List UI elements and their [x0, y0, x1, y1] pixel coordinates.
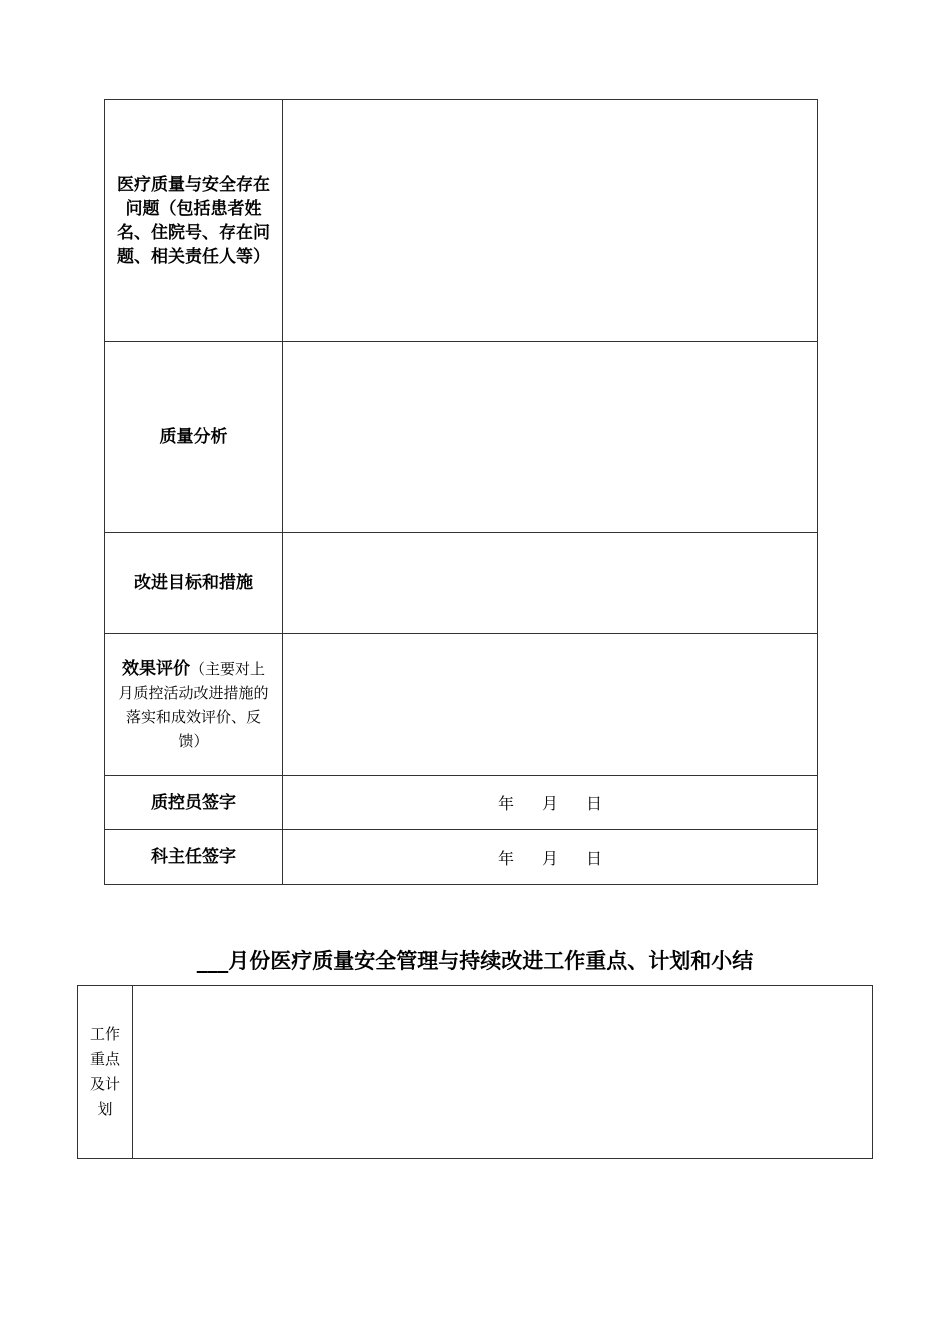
- work-plan-label: 工作重点及计划: [78, 986, 133, 1159]
- effect-evaluation-field[interactable]: [283, 634, 818, 776]
- effect-evaluation-title: 效果评价: [121, 658, 190, 679]
- day-label: 日: [586, 794, 603, 813]
- section-title: ___月份医疗质量安全管理与持续改进工作重点、计划和小结: [196, 949, 754, 973]
- month-label: 月: [541, 794, 558, 813]
- quality-analysis-label: 质量分析: [105, 342, 283, 533]
- effect-evaluation-note: （主要对上月质控活动改进措施的落实和成效评价、反馈）: [118, 659, 269, 750]
- problems-label: 医疗质量与安全存在问题（包括患者姓名、住院号、存在问题、相关责任人等）: [105, 100, 283, 342]
- day-label: 日: [586, 848, 603, 868]
- qc-officer-signature-field[interactable]: [283, 776, 818, 830]
- improvement-goals-label: 改进目标和措施: [105, 533, 283, 634]
- year-label: 年: [497, 848, 514, 868]
- quality-record-table: [104, 99, 818, 885]
- qc-officer-signature-label: 质控员签字: [105, 776, 283, 830]
- problems-field[interactable]: [283, 100, 818, 342]
- director-signature-field[interactable]: [283, 830, 818, 885]
- director-signature-label: 科主任签字: [105, 830, 283, 885]
- year-label: 年: [497, 794, 514, 813]
- quality-analysis-field[interactable]: [283, 342, 818, 533]
- effect-evaluation-label: [105, 634, 283, 776]
- work-plan-field[interactable]: [133, 986, 873, 1159]
- work-plan-table: [77, 985, 873, 1159]
- month-label: 月: [541, 848, 558, 868]
- improvement-goals-field[interactable]: [283, 533, 818, 634]
